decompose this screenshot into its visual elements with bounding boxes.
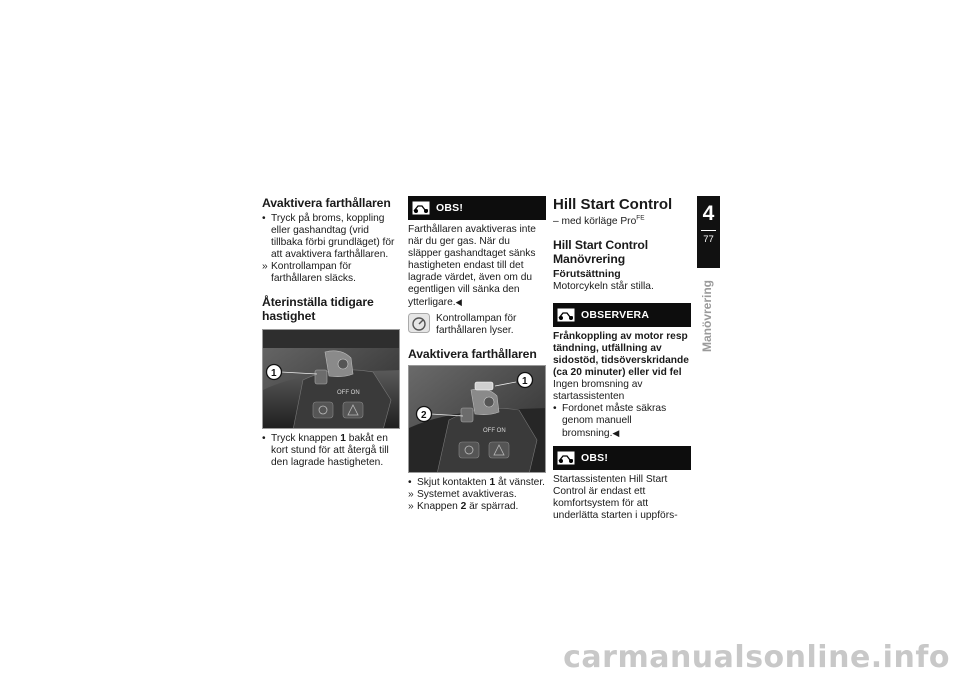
figure-handlebar-switch-2	[408, 365, 546, 473]
page-number: 77	[703, 234, 714, 245]
column-1	[262, 196, 402, 469]
motorcycle-warning-icon	[557, 308, 575, 322]
callout-1: 1	[271, 368, 277, 379]
notice-obs: OBS!	[408, 196, 546, 220]
chapter-side-label: Manövrering	[700, 279, 714, 352]
heading-hill-start-control: Hill Start Control	[553, 196, 673, 213]
motorcycle-note-icon	[557, 451, 575, 465]
warning-heading: Frånkoppling av motor resp tändning, utfällning av sidostöd, tidsöverskridande (ca 20 minuter) eller vid fel	[553, 331, 689, 378]
warning-steps	[553, 403, 691, 440]
list-item: » Kontrollampan för farthållaren släcks.	[262, 261, 356, 284]
notice-obs-text: Farthållaren avaktiveras inte när du ger gas. När du släpper gashandtaget sänks hastigheten endast till det lagrade värdet, även om du egentligen vill sänka den ytterligare.◀	[408, 224, 536, 308]
heading-hill-start-operation: Hill Start Control Manövrering	[553, 238, 649, 266]
notice-obs-2-text: Startassistenten Hill Start Control är endast ett komfortsystem för att underlätta starten i uppförs-	[553, 474, 678, 521]
list-item: • Skjut kontakten 1 åt vänster.	[408, 477, 546, 488]
heading-deactivate-cruise-2: Avaktivera farthållaren	[408, 347, 537, 361]
list-item: • Fordonet måste säkras genom manuell bromsning.◀	[553, 403, 667, 439]
deactivate-switch-steps	[408, 477, 546, 513]
list-item: » Knappen 2 är spärrad.	[408, 501, 519, 512]
warning-text: Ingen bromsning av startassistenten	[553, 379, 643, 402]
precondition-text: Motorcykeln står stilla.	[553, 281, 654, 292]
heading-reset-speed: Återinställa tidigare hastighet	[262, 295, 374, 323]
list-item: • Tryck knappen 1 bakåt en kort stund för att återgå till den lagrade hastigheten.	[262, 433, 389, 468]
heading-precondition: Förutsättning	[553, 268, 621, 280]
list-item: • Tryck på broms, koppling eller gashandtag (vrid tillbaka förbi grundläget) för att avaktivera farthållaren.	[262, 213, 395, 260]
callout-1: 1	[522, 376, 528, 387]
off-on-label: OFF ON	[337, 390, 360, 396]
site-watermark: carmanualsonline.info	[563, 640, 950, 675]
tab-divider	[701, 230, 716, 231]
column-3	[553, 196, 691, 522]
callout-2: 2	[421, 410, 427, 421]
riding-mode-note: – med körläge Pro$^{FE}$	[553, 214, 645, 227]
column-2	[408, 196, 546, 513]
notice-observera: OBSERVERA	[553, 303, 691, 327]
notice-obs-2: OBS!	[553, 446, 691, 470]
heading-deactivate-cruise: Avaktivera farthållaren	[262, 196, 391, 210]
reset-steps	[262, 433, 402, 469]
handlebar-switch-illustration-2	[409, 366, 546, 473]
cruise-lamp-note: Kontrollampan för farthållaren lyser.	[408, 313, 546, 337]
chapter-number: 4	[702, 202, 715, 225]
cruise-control-lamp-icon	[408, 313, 430, 333]
figure-handlebar-switch-1	[262, 329, 400, 429]
off-on-label: OFF ON	[483, 428, 506, 434]
chapter-tab	[697, 196, 720, 268]
handlebar-switch-illustration	[263, 330, 400, 429]
deactivate-steps	[262, 213, 402, 285]
list-item: » Systemet avaktiveras.	[408, 489, 517, 500]
motorcycle-note-icon	[412, 201, 430, 215]
